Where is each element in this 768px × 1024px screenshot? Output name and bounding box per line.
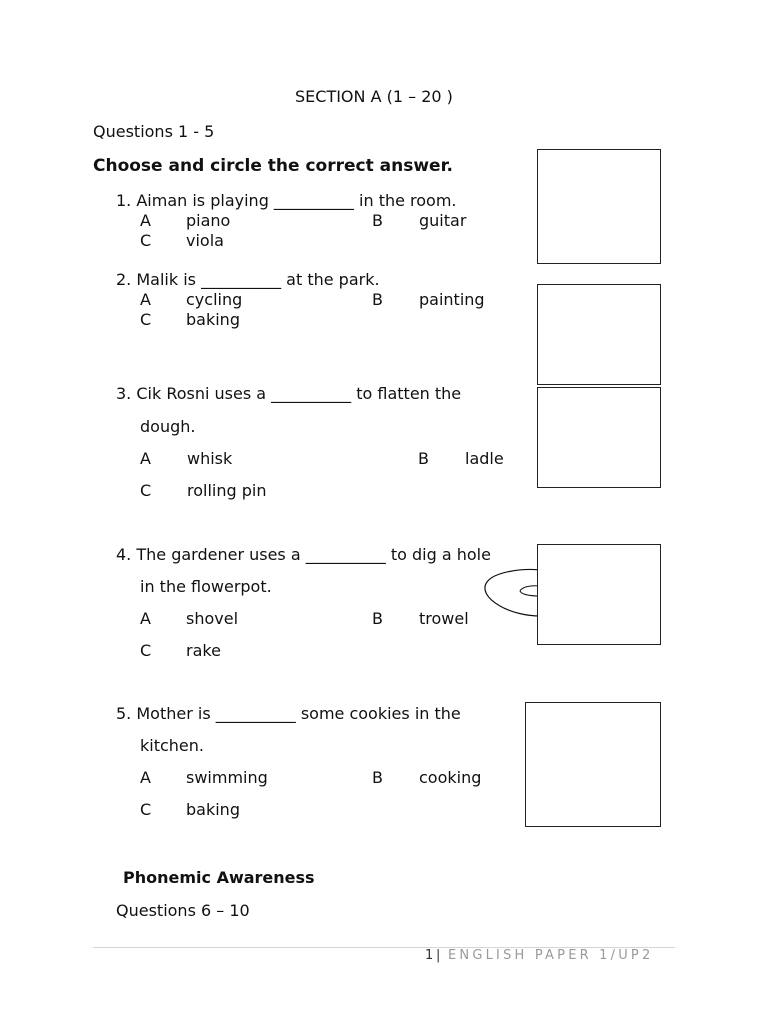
question-5-option-c-letter: C bbox=[140, 800, 152, 819]
question-1-stem: 1. Aiman is playing __________ in the room. bbox=[116, 191, 457, 210]
section-title: SECTION A (1 – 20 ) bbox=[295, 87, 453, 106]
questions-range-heading: Questions 1 - 5 bbox=[93, 122, 215, 141]
question-3-stem-continued: dough. bbox=[140, 417, 196, 436]
question-4-option-b-letter: B bbox=[372, 609, 383, 628]
picture-box-2 bbox=[537, 284, 661, 385]
question-2-option-a-text: cycling bbox=[186, 290, 243, 309]
picture-box-1 bbox=[537, 149, 661, 264]
question-4-option-a-letter: A bbox=[140, 609, 151, 628]
question-3-option-b-letter: B bbox=[418, 449, 429, 468]
picture-box-3 bbox=[537, 387, 661, 488]
question-5-option-a-letter: A bbox=[140, 768, 151, 787]
picture-box-4 bbox=[537, 544, 661, 645]
question-3-option-c-text: rolling pin bbox=[187, 481, 267, 500]
footer-paper-title: ENGLISH PAPER 1/UP2 bbox=[448, 948, 654, 963]
question-4-stem-continued: in the flowerpot. bbox=[140, 577, 272, 596]
footer-separator: | bbox=[436, 948, 441, 963]
question-1-option-c-letter: C bbox=[140, 231, 152, 250]
picture-box-5 bbox=[525, 702, 661, 827]
question-5-option-b-letter: B bbox=[372, 768, 383, 787]
question-1-option-a-letter: A bbox=[140, 211, 151, 230]
question-1-option-a-text: piano bbox=[186, 211, 231, 230]
question-5-option-a-text: swimming bbox=[186, 768, 268, 787]
question-1-option-c-text: viola bbox=[186, 231, 224, 250]
question-2-option-b-text: painting bbox=[419, 290, 485, 309]
question-2-option-c-text: baking bbox=[186, 310, 240, 329]
footer-page-number: 1 bbox=[425, 948, 434, 963]
question-4-option-c-text: rake bbox=[186, 641, 221, 660]
question-4-option-b-text: trowel bbox=[419, 609, 469, 628]
question-2-option-b-letter: B bbox=[372, 290, 383, 309]
question-2-stem: 2. Malik is __________ at the park. bbox=[116, 270, 380, 289]
question-2-option-c-letter: C bbox=[140, 310, 152, 329]
question-1-option-b-text: guitar bbox=[419, 211, 467, 230]
instruction: Choose and circle the correct answer. bbox=[93, 156, 454, 176]
question-3-option-a-letter: A bbox=[140, 449, 151, 468]
question-1-option-b-letter: B bbox=[372, 211, 383, 230]
question-5-stem: 5. Mother is __________ some cookies in the bbox=[116, 704, 461, 723]
question-5-stem-continued: kitchen. bbox=[140, 736, 204, 755]
question-5-option-c-text: baking bbox=[186, 800, 240, 819]
question-3-option-a-text: whisk bbox=[187, 449, 233, 468]
question-3-option-c-letter: C bbox=[140, 481, 152, 500]
question-4-stem: 4. The gardener uses a __________ to dig a hole bbox=[116, 545, 491, 564]
question-3-option-b-text: ladle bbox=[465, 449, 504, 468]
question-2-option-a-letter: A bbox=[140, 290, 151, 309]
question-4-option-a-text: shovel bbox=[186, 609, 239, 628]
questions-range-heading-2: Questions 6 – 10 bbox=[116, 901, 250, 920]
dish-illustration bbox=[482, 566, 542, 620]
question-5-option-b-text: cooking bbox=[419, 768, 482, 787]
question-4-option-c-letter: C bbox=[140, 641, 152, 660]
phonemic-awareness-heading: Phonemic Awareness bbox=[123, 868, 315, 887]
question-3-stem: 3. Cik Rosni uses a __________ to flatten the bbox=[116, 384, 462, 403]
